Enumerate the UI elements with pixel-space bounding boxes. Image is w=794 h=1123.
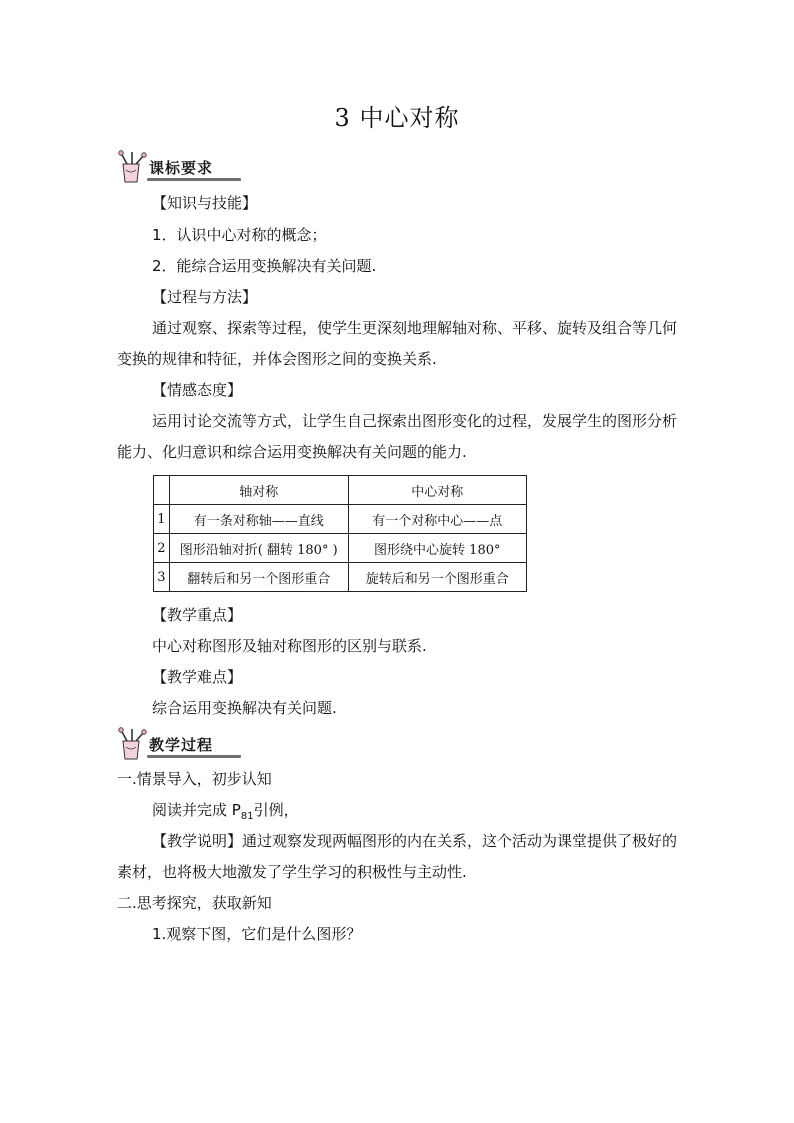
table-header-cell: 中心对称	[348, 476, 526, 505]
step1-read-page: 81	[240, 811, 254, 822]
badge-label: 课标要求	[149, 159, 214, 177]
key-point-heading: 【教学重点】	[152, 606, 243, 624]
table-cell: 旋转后和另一个图形重合	[348, 563, 526, 592]
method-heading: 【过程与方法】	[152, 288, 258, 306]
step1-teaching-note: 【教学说明】通过观察发现两幅图形的内在关系，这个活动为课堂提供了极好的素材，也将极大地激发了学生学习的积极性与主动性.	[117, 832, 678, 881]
difficulty-heading: 【教学难点】	[152, 668, 243, 686]
table-cell: 图形沿轴对折( 翻转 180° )	[169, 534, 348, 563]
table-header-cell	[154, 476, 170, 505]
table-cell: 翻转后和另一个图形重合	[169, 563, 348, 592]
badge-underline	[147, 755, 241, 758]
badge-label: 教学过程	[149, 736, 214, 754]
table-row	[154, 534, 527, 563]
step2-title: 二.思考探究，获取新知	[117, 894, 272, 912]
knowledge-item-1: 1．认识中心对称的概念；	[152, 226, 327, 244]
knowledge-item-2: 2．能综合运用变换解决有关问题.	[152, 257, 377, 275]
table-row	[154, 563, 527, 592]
table-cell: 2	[154, 534, 170, 563]
section-badge-process	[117, 727, 242, 763]
table-cell: 3	[154, 563, 170, 592]
step1-read	[152, 800, 299, 827]
comparison-table	[153, 475, 527, 592]
step2-question-1: 1.观察下图，它们是什么图形？	[152, 925, 362, 943]
emotion-heading: 【情感态度】	[152, 381, 243, 399]
table-header-cell: 轴对称	[169, 476, 348, 505]
step1-title: 一.情景导入，初步认知	[117, 770, 272, 788]
table-cell: 有一个对称中心——点	[348, 505, 526, 534]
difficulty-text: 综合运用变换解决有关问题.	[152, 699, 337, 717]
step1-read-suffix: 引例，	[253, 801, 299, 819]
page-title: 3 中心对称	[334, 104, 460, 132]
table-cell: 1	[154, 505, 170, 534]
table-cell: 图形绕中心旋转 180°	[348, 534, 526, 563]
section-badge-requirements	[117, 150, 242, 186]
step1-read-prefix: 阅读并完成 P	[152, 801, 241, 819]
key-point-text: 中心对称图形及轴对称图形的区别与联系.	[152, 637, 427, 655]
emotion-text: 运用讨论交流等方式，让学生自己探索出图形变化的过程，发展学生的图形分析能力、化归意识和综合运用变换解决有关问题的能力.	[117, 412, 678, 461]
badge-underline	[147, 178, 241, 181]
table-cell: 有一条对称轴——直线	[169, 505, 348, 534]
table-row	[154, 505, 527, 534]
table-header-row	[154, 476, 527, 505]
method-text: 通过观察、探索等过程，使学生更深刻地理解轴对称、平移、旋转及组合等几何变换的规律和特征，并体会图形之间的变换关系.	[117, 319, 678, 368]
knowledge-heading: 【知识与技能】	[152, 194, 258, 212]
